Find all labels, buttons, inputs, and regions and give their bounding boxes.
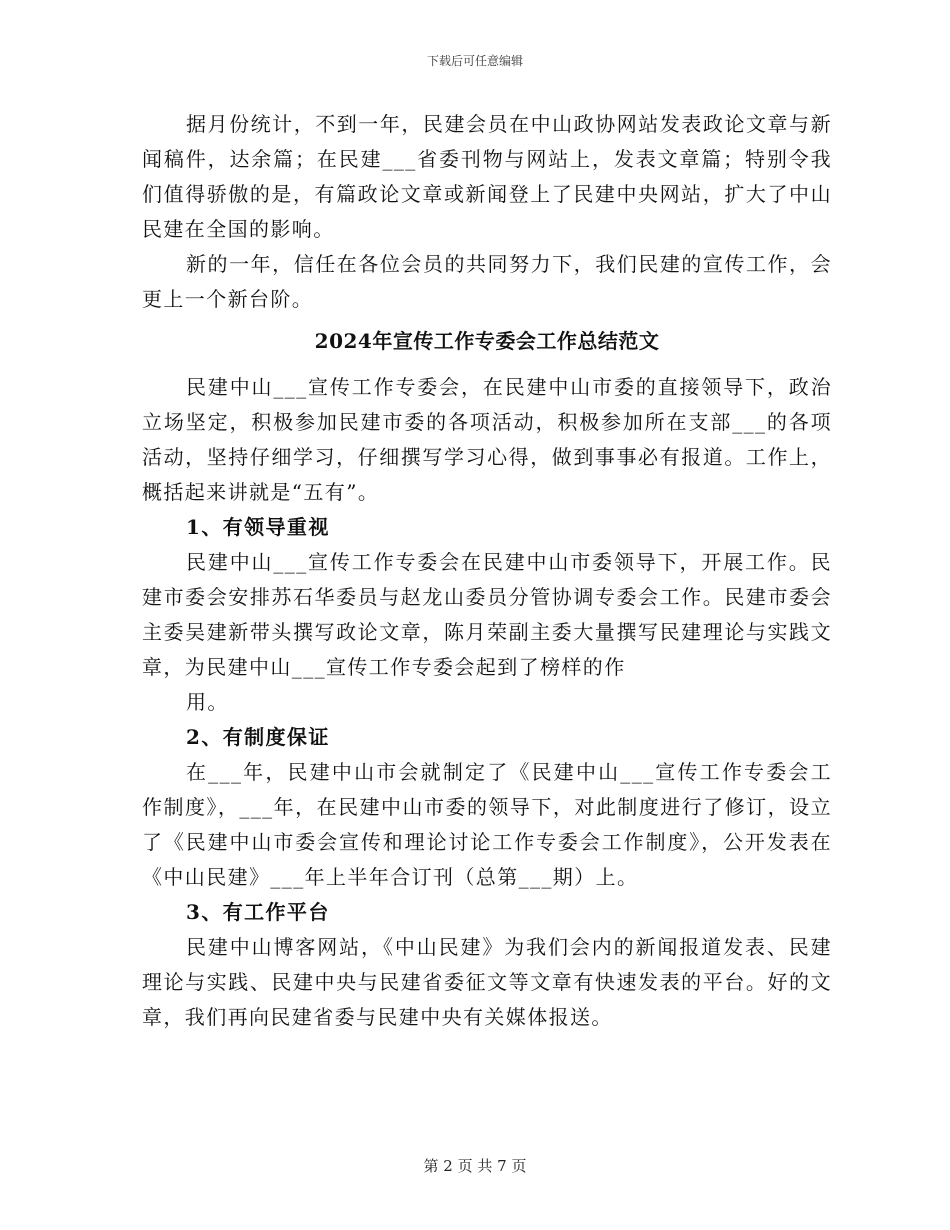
section-body-2: 在___年，民建中山市会就制定了《民建中山___宣传工作专委会工作制度》，___年，在民建中山市委的领导下，对此制度进行了修订，设立了《民建中山市委会宣传和理论讨论工作专委会工作制度》，公开发表在《中山民建》___年上半年合订刊（总第___期）上。	[142, 760, 832, 889]
section-heading-3: 3、有工作平台	[186, 900, 330, 924]
section-heading-2: 2、有制度保证	[186, 725, 330, 749]
document-body	[142, 107, 832, 1035]
page-number-footer: 第 2 页 共 7 页	[423, 1157, 527, 1175]
article-title: 2024年宣传工作专委会工作总结范文	[314, 329, 660, 353]
intro-paragraph-2: 新的一年，信任在各位会员的共同努力下，我们民建的宣传工作，会更上一个新台阶。	[142, 252, 832, 311]
header-note: 下载后可任意编辑	[426, 54, 523, 68]
section-body-3: 民建中山博客网站，《中山民建》为我们会内的新闻报道发表、民建理论与实践、民建中央与民建省委征文等文章有快速发表的平台。好的文章，我们再向民建省委与民建中央有关媒体报送。	[142, 935, 832, 1029]
section-body-1: 民建中山___宣传工作专委会在民建中山市委领导下，开展工作。民建市委会安排苏石华委员与赵龙山委员分管协调专委会工作。民建市委会主委吴建新带头撰写政论文章，陈月荣副主委大量撰写民建理论与实践文章，为民建中山___宣传工作专委会起到了榜样的作	[142, 550, 832, 679]
intro-paragraph-1: 据月份统计，不到一年，民建会员在中山政协网站发表政论文章与新闻稿件，达余篇；在民建___省委刊物与网站上，发表文章篇；特别令我们值得骄傲的是，有篇政论文章或新闻登上了民建中央网站，扩大了中山民建在全国的影响。	[142, 112, 832, 241]
article-lead-paragraph: 民建中山___宣传工作专委会，在民建中山市委的直接领导下，政治立场坚定，积极参加民建市委的各项活动，积极参加所在支部___的各项活动，坚持仔细学习，仔细撰写学习心得，做到事事必有报道。工作上，概括起来讲就是“五有”。	[142, 375, 832, 504]
section-heading-1: 1、有领导重视	[186, 515, 330, 539]
section-body-1-tail: 用。	[186, 690, 229, 714]
